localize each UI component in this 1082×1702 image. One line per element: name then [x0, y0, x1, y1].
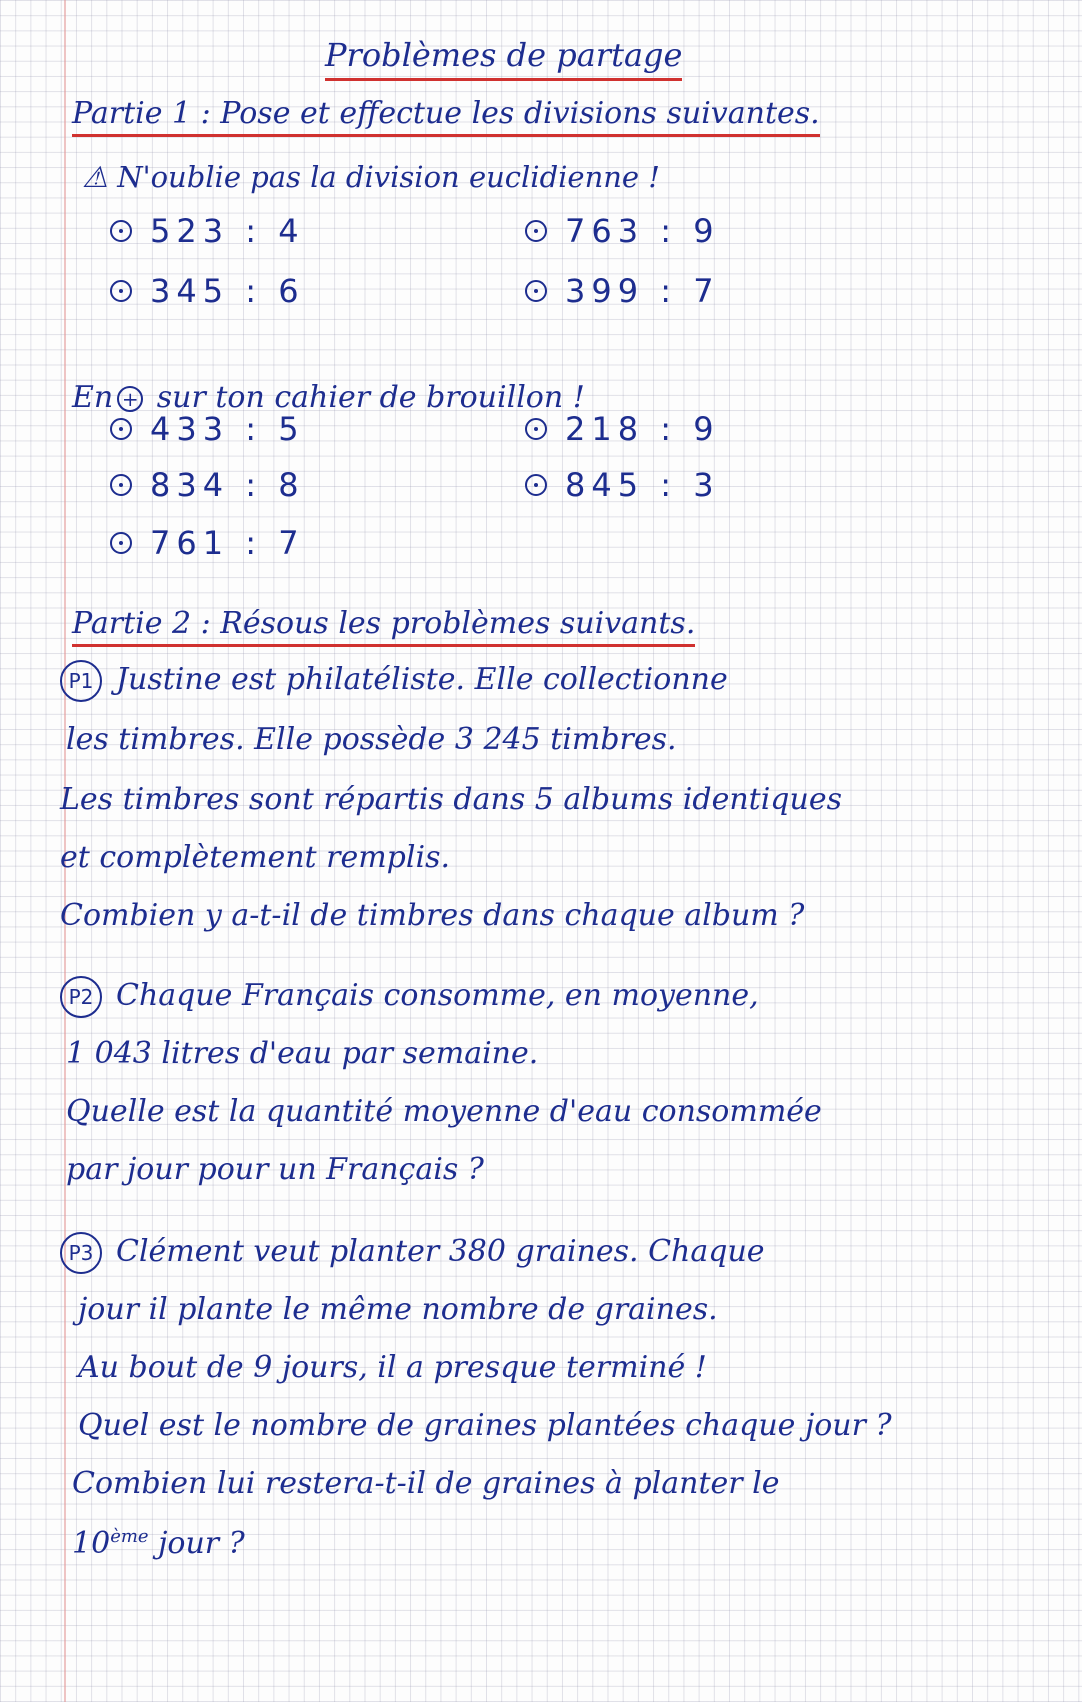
bullet-icon: [110, 220, 132, 242]
division-item: [525, 272, 720, 310]
division-text: 218 : 9: [565, 410, 720, 448]
problem-line: Combien y a-t-il de timbres dans chaque album ?: [60, 898, 805, 933]
division-item: [525, 466, 720, 504]
problem-line: Les timbres sont répartis dans 5 albums identiques: [60, 782, 842, 817]
problem-line: Au bout de 9 jours, il a presque terminé !: [78, 1350, 707, 1385]
division-item: [110, 466, 305, 504]
bullet-icon: [525, 418, 547, 440]
problem-line: Quel est le nombre de graines plantées chaque jour ?: [78, 1408, 892, 1443]
problem-text: Chaque Français consomme, en moyenne,: [116, 978, 759, 1013]
division-item: [525, 212, 720, 250]
problem-line: Combien lui restera-t-il de graines à planter le: [72, 1466, 780, 1501]
problem-line: [72, 1526, 245, 1561]
problem-line: et complètement remplis.: [60, 840, 450, 875]
problem-label: P3: [60, 1232, 102, 1274]
problem-label: P1: [60, 660, 102, 702]
bullet-icon: [525, 220, 547, 242]
bullet-icon: [110, 418, 132, 440]
worksheet-title: Problèmes de partage: [325, 36, 682, 81]
problem-line: par jour pour un Français ?: [66, 1152, 484, 1187]
division-text: 834 : 8: [150, 466, 305, 504]
bullet-icon: [110, 280, 132, 302]
problem-line: Quelle est la quantité moyenne d'eau consommée: [66, 1094, 822, 1129]
division-text: 763 : 9: [565, 212, 720, 250]
problem-label: P2: [60, 976, 102, 1018]
division-text: 433 : 5: [150, 410, 305, 448]
division-text: 345 : 6: [150, 272, 305, 310]
day-question: jour ?: [158, 1526, 245, 1561]
part1-title: Partie 1 : Pose et effectue les divisions suivantes.: [72, 96, 820, 137]
problem-line: les timbres. Elle possède 3 245 timbres.: [66, 722, 677, 757]
brouillon-text-end: sur ton cahier de brouillon !: [156, 380, 585, 415]
problem-line: [60, 1232, 765, 1274]
problem-text: Justine est philatéliste. Elle collectionne: [116, 662, 728, 697]
problem-line: jour il plante le même nombre de graines.: [78, 1292, 718, 1327]
bullet-icon: [110, 474, 132, 496]
division-text: 523 : 4: [150, 212, 305, 250]
brouillon-text-start: En: [72, 380, 114, 415]
division-item: [110, 410, 305, 448]
day-number: 10: [72, 1526, 111, 1561]
division-text: 399 : 7: [565, 272, 720, 310]
division-text: 761 : 7: [150, 524, 305, 562]
problem-line: [60, 660, 728, 702]
bullet-icon: [110, 532, 132, 554]
division-item: [110, 272, 305, 310]
bullet-icon: [525, 280, 547, 302]
plus-circle-icon: +: [117, 386, 143, 412]
problem-text: Clément veut planter 380 graines. Chaque: [116, 1234, 765, 1269]
warning-text: ⚠ N'oublie pas la division euclidienne !: [82, 160, 660, 194]
part2-title: Partie 2 : Résous les problèmes suivants.: [72, 606, 695, 647]
division-item: [110, 524, 305, 562]
problem-line: [60, 976, 759, 1018]
problem-line: 1 043 litres d'eau par semaine.: [66, 1036, 539, 1071]
division-text: 845 : 3: [565, 466, 720, 504]
day-suffix: ème: [110, 1526, 149, 1547]
bullet-icon: [525, 474, 547, 496]
division-item: [525, 410, 720, 448]
division-item: [110, 212, 305, 250]
